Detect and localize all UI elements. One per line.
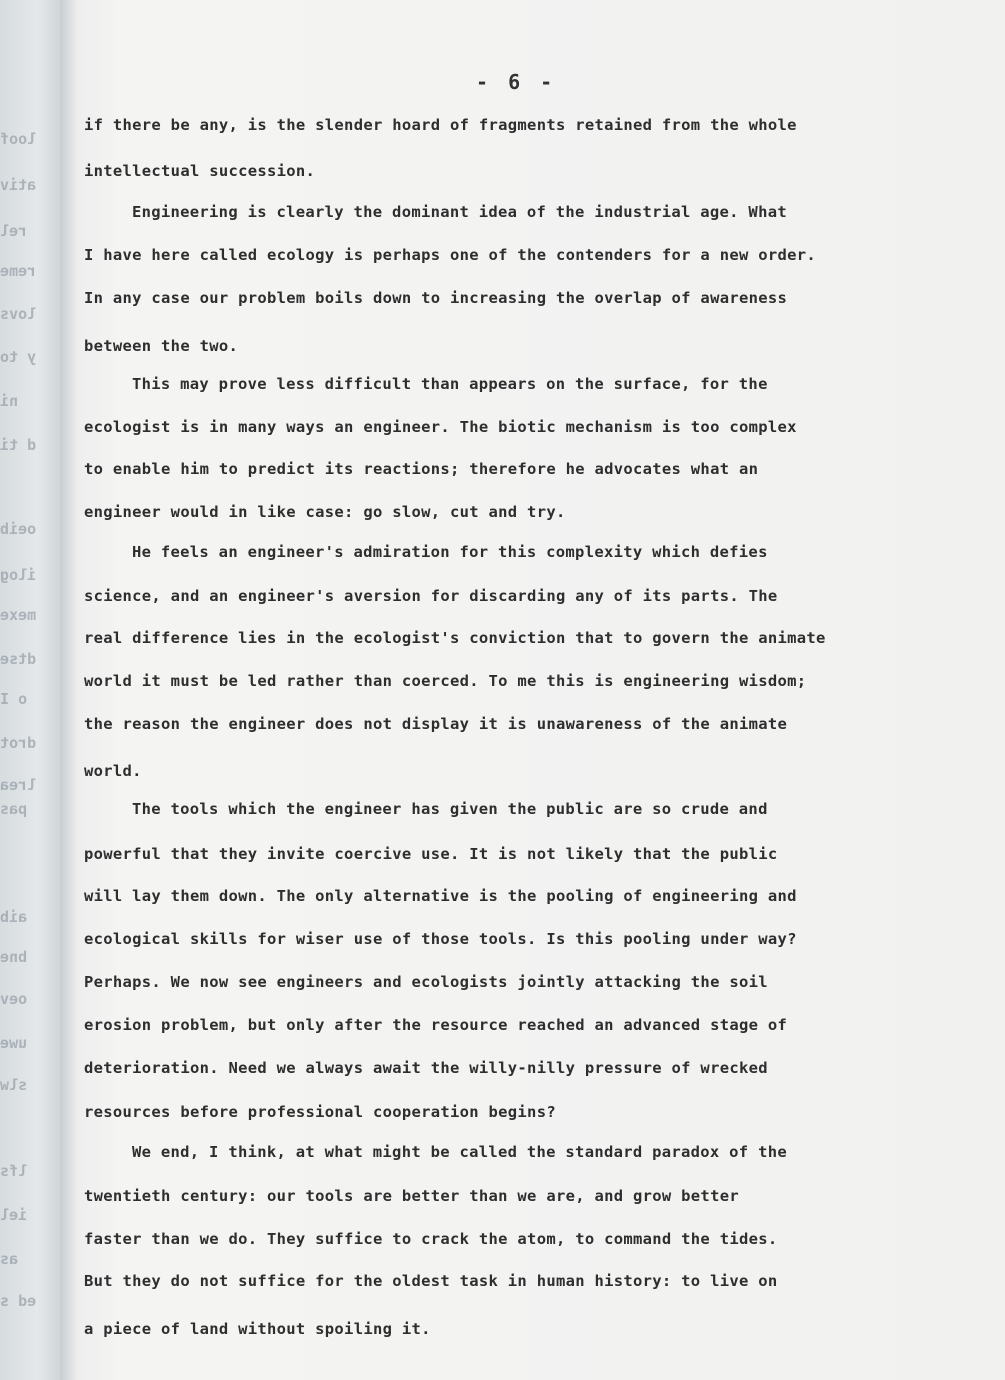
text-line: ecologist is in many ways an engineer. The biotic mechanism is too complex — [84, 418, 797, 436]
text-line: deterioration. Need we always await the willy-nilly pressure of wrecked — [84, 1059, 768, 1077]
text-line: But they do not suffice for the oldest task in human history: to live on — [84, 1272, 778, 1290]
bleed-text: slw — [0, 1076, 28, 1094]
bleed-text: iel — [0, 1206, 28, 1224]
bleed-text: loof — [0, 130, 37, 148]
text-line: real difference lies in the ecologist's conviction that to govern the animate — [84, 629, 826, 647]
page-number: - 6 - — [476, 70, 557, 94]
text-line: intellectual succession. — [84, 162, 316, 180]
text-line: We end, I think, at what might be called the standard paradox of the — [132, 1143, 787, 1161]
bleed-text: reme — [0, 262, 37, 280]
text-line: will lay them down. The only alternative is the pooling of engineering and — [84, 887, 797, 905]
bleed-text: uwe — [0, 1034, 28, 1052]
bleed-text: drot — [0, 734, 37, 752]
facing-page-strip — [0, 0, 62, 1380]
text-line: The tools which the engineer has given the public are so crude and — [132, 800, 768, 818]
bleed-text: ni — [0, 392, 19, 410]
text-line: erosion problem, but only after the resource reached an advanced stage of — [84, 1016, 788, 1034]
text-line: science, and an engineer's aversion for discarding any of its parts. The — [84, 587, 778, 605]
bleed-text: ativ — [0, 176, 37, 194]
text-line: twentieth century: our tools are better than we are, and grow better — [84, 1187, 739, 1205]
bleed-text: d ti — [0, 436, 37, 454]
text-line: He feels an engineer's admiration for this complexity which defies — [132, 543, 768, 561]
bleed-text: as — [0, 1250, 19, 1268]
typewritten-page — [60, 0, 1005, 1380]
text-line: powerful that they invite coercive use. It is not likely that the public — [84, 845, 778, 863]
text-line: faster than we do. They suffice to crack the atom, to command the tides. — [84, 1230, 778, 1248]
text-line: resources before professional cooperation begins? — [84, 1103, 556, 1121]
text-line: ecological skills for wiser use of those tools. Is this pooling under way? — [84, 930, 797, 948]
bleed-text: dtse — [0, 650, 37, 668]
bleed-text: ilog — [0, 566, 37, 584]
text-line: between the two. — [84, 337, 239, 355]
bleed-text: o I — [0, 690, 28, 708]
bleed-text: mexe — [0, 606, 37, 624]
bleed-text: oeib — [0, 520, 37, 538]
bleed-text: ed s — [0, 1292, 37, 1310]
text-line: I have here called ecology is perhaps one of the contenders for a new order. — [84, 246, 817, 264]
text-line: engineer would in like case: go slow, cut and try. — [84, 503, 566, 521]
text-line: a piece of land without spoiling it. — [84, 1320, 431, 1338]
text-line: if there be any, is the slender hoard of fragments retained from the whole — [84, 116, 797, 134]
bleed-text: oev — [0, 990, 28, 1008]
text-line: Engineering is clearly the dominant idea of the industrial age. What — [132, 203, 787, 221]
bleed-text: aib — [0, 908, 28, 926]
text-line: This may prove less difficult than appears on the surface, for the — [132, 375, 768, 393]
bleed-text: rel — [0, 222, 28, 240]
text-line: world. — [84, 762, 142, 780]
text-line: the reason the engineer does not display it is unawareness of the animate — [84, 715, 788, 733]
bleed-text: lfs — [0, 1162, 28, 1180]
text-line: Perhaps. We now see engineers and ecologists jointly attacking the soil — [84, 973, 768, 991]
text-line: to enable him to predict its reactions; therefore he advocates what an — [84, 460, 759, 478]
text-line: In any case our problem boils down to increasing the overlap of awareness — [84, 289, 788, 307]
bleed-text: lrea — [0, 776, 37, 794]
text-line: world it must be led rather than coerced. To me this is engineering wisdom; — [84, 672, 807, 690]
bleed-text: y to — [0, 348, 37, 366]
bleed-text: pas — [0, 800, 28, 818]
bleed-text: lovs — [0, 305, 37, 323]
bleed-text: bne — [0, 948, 28, 966]
